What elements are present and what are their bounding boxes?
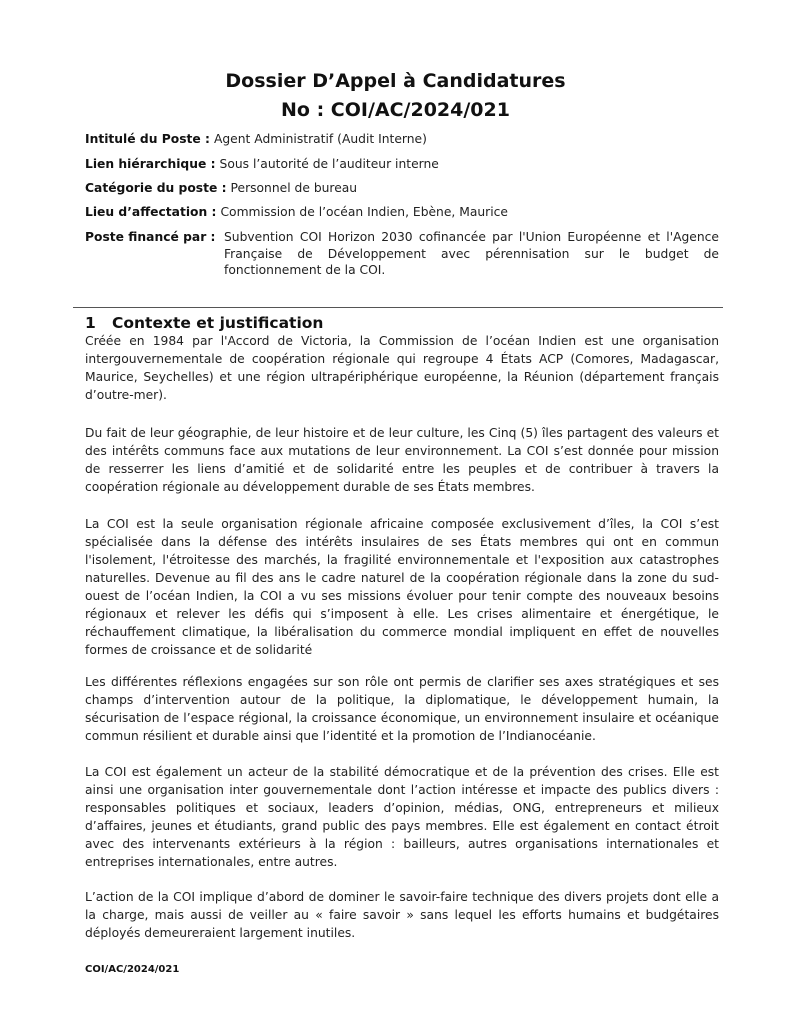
job-category-value: Personnel de bureau <box>230 181 358 195</box>
paragraph: Créée en 1984 par l'Accord de Victoria, la Commission de l’océan Indien est une organisation intergouvernementale de coopération régionale qui regroupe 4 États ACP (Comores, Madagascar, Maurice, Seychelles) et une région ultrapériphérique européenne, la Réunion (département français d’outre-mer). <box>85 334 719 402</box>
paragraph: La COI est la seule organisation régionale africaine composée exclusivement d’îles, la COI s’est spécialisée dans la défense des intérêts insulaires de ses États membres qui ont en commun l'isolement, l'étroitesse des marchés, la fragilité environnementale et l'exposition aux catastrophes naturelles. Devenue au fil des ans le cadre naturel de la coopération régionale dans la zone du sud-ouest de l’océan Indien, la COI a vu ses missions évoluer pour tenir compte des nouveaux besoins régionaux et relever les défis qui s’imposent à elle. Les crises alimentaire et énergétique, le réchauffement climatique, la libéralisation du commerce mondial impliquent en effet de nouvelles formes de croissance et de solidarité <box>85 517 719 657</box>
document-title: Dossier D’Appel à Candidatures <box>225 70 566 92</box>
job-title-row <box>85 131 719 147</box>
paragraph: L’action de la COI implique d’abord de dominer le savoir-faire technique des divers projets dont elle a la charge, mais aussi de veiller au « faire savoir » sans lequel les efforts humains et budgétaires déployés demeureraient largement inutiles. <box>85 890 719 940</box>
reporting-line-row <box>85 156 719 172</box>
section-title: Contexte et justification <box>112 314 324 332</box>
paragraph: Du fait de leur géographie, de leur histoire et de leur culture, les Cinq (5) îles partagent des valeurs et des intérêts communs face aux mutations de leur environnement. La COI s’est donnée pour mission de resserrer les liens d’amitié et de solidarité entre les peuples et de contribuer à travers la coopération régionale au développement durable de ses États membres. <box>85 426 719 494</box>
location-row <box>85 204 719 220</box>
job-title-label: Intitulé du Poste : <box>85 132 210 146</box>
location-value: Commission de l’océan Indien, Ebène, Maurice <box>220 205 508 219</box>
job-title-value: Agent Administratif (Audit Interne) <box>213 132 427 146</box>
funding-row <box>85 229 719 279</box>
job-category-label: Catégorie du poste : <box>85 181 227 195</box>
funding-label: Poste financé par : <box>85 230 216 244</box>
reporting-line-value: Sous l’autorité de l’auditeur interne <box>219 157 439 171</box>
job-category-row <box>85 180 719 196</box>
paragraph: Les différentes réflexions engagées sur son rôle ont permis de clarifier ses axes stratégiques et ses champs d’intervention autour de la politique, la diplomatique, le développement humain, la sécurisation de l’espace régional, la croissance économique, un environnement insulaire et océanique commun résilient et durable ainsi que l’identité et la promotion de l’Indianocéanie. <box>85 675 719 743</box>
reporting-line-label: Lien hiérarchique : <box>85 157 216 171</box>
section-divider <box>73 307 723 308</box>
location-label: Lieu d’affectation : <box>85 205 217 219</box>
document-reference-number: No : COI/AC/2024/021 <box>281 99 510 121</box>
funding-value: Subvention COI Horizon 2030 cofinancée par l'Union Européenne et l'Agence Française de Développement avec pérennisation sur le budget de fonctionnement de la COI. <box>224 230 719 277</box>
section-heading <box>85 314 323 332</box>
paragraph: La COI est également un acteur de la stabilité démocratique et de la prévention des crises. Elle est ainsi une organisation inter gouvernementale dont l’action intéresse et impacte des publics divers : responsables politiques et sociaux, leaders d’opinion, médias, ONG, entrepreneurs et milieux d’affaires, jeunes et étudiants, grand public des pays membres. Elle est également en contact étroit avec des intervenants extérieurs à la région : bailleurs, autres organisations internationales et entreprises internationales, entre autres. <box>85 765 719 869</box>
footer-reference: COI/AC/2024/021 <box>85 964 180 975</box>
section-number: 1 <box>85 314 96 332</box>
